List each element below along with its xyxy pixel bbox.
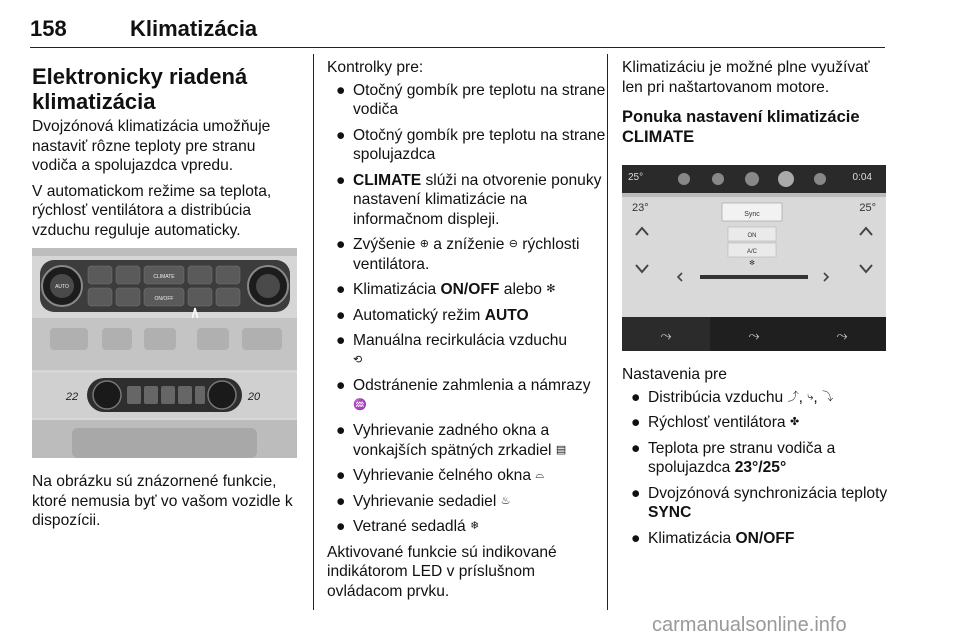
list-item: ● Zvýšenie ⊕ a zníženie ⊖ rýchlosti ventilátora. [336,236,580,273]
air-to-feet-icon: ⤵ [822,390,834,403]
air-distribution-2-icon: ⤳ [748,328,760,344]
screen-sync-button: Sync [744,211,760,218]
list-item: ● Otočný gombík pre teplotu na strane vodiča [336,81,606,118]
photo-auto-label: AUTO [55,284,69,290]
fan-icon: ✤ [789,416,800,429]
fan-increase-icon: ⊕ [419,238,429,251]
list-item: ● Odstránenie zahmlenia a námrazy ♒ [336,377,591,411]
seat-ventilation-icon: ❄ [470,520,480,533]
list-item: ● Vetrané sedadlá ❄ [336,518,480,535]
screen-fan-glyph: ✻ [749,260,755,267]
fan-decrease-icon: ⊖ [508,238,518,251]
fan-off-icon: ✻ [546,283,556,296]
section-heading: Elektronicky riadená klimatizácia [32,64,248,114]
list-item: ● Dvojzónová synchronizácia teploty SYNC [631,484,888,521]
air-to-windscreen-icon: ⤴ [787,390,799,403]
list-item: ● Vyhrievanie zadného okna a vonkajších spätných zrkadiel ▤ [336,422,567,459]
indicator-list [327,81,607,537]
screen-temp-right: 25° [859,202,876,214]
screen-on-button: ON [747,233,757,239]
settings-intro: Nastavenia pre [622,366,727,383]
climate-control-panel-photo [32,248,297,458]
recirculation-icon: ⟲ [353,353,363,366]
photo-onoff-label: ON/OFF [154,296,174,302]
screen-time: 0:04 [852,172,872,183]
list-item: ● Klimatizácia ON/OFF alebo ✻ [336,281,556,298]
air-distribution-1-icon: ⤳ [660,328,672,344]
fan-speed-slider [700,275,808,279]
climate-menu-heading: Ponuka nastavení klimatizácie CLIMATE [622,108,860,146]
air-distribution-3-icon: ⤳ [836,328,848,344]
list-item: ● Rýchlosť ventilátora ✤ [631,414,800,431]
auto-mode-paragraph: V automatickom režime sa teplota, rýchlosť ventilátora a distribúcia vzduchu reguluje automaticky. [32,182,272,239]
column-3 [622,58,892,554]
list-item: ● CLIMATE slúži na otvorenie ponuky nastavení klimatizácie na informačnom displeji. [336,171,602,228]
air-to-head-icon: ⤷ [807,390,814,403]
page-header [30,10,885,48]
screen-ac-button: A/C [746,249,758,255]
list-item: ● Automatický režim AUTO [336,306,529,324]
seat-heating-icon: ♨ [500,494,511,507]
column-divider-2 [607,54,608,610]
photo-climate-label: CLIMATE [153,274,175,280]
led-paragraph: Aktivované funkcie sú indikované indikátorom LED v príslušnom ovládacom prvku. [327,543,557,600]
chapter-title: Klimatizácia [130,16,258,41]
page-number: 158 [30,16,67,41]
rear-window-heating-icon: ▤ [555,443,567,456]
list-item: ● Klimatizácia ON/OFF [631,529,795,547]
list-item: ● Vyhrievanie sedadiel ♨ [336,492,511,510]
windscreen-heating-icon: ⌓ [535,469,545,482]
photo-caption: Na obrázku sú znázornené funkcie, ktoré nemusia byť vo vašom vozidle k dispozícii. [32,473,293,529]
column-2 [327,58,607,607]
settings-list [622,388,892,549]
photo-temp-right: 20 [247,391,261,403]
list-item: ● Vyhrievanie čelného okna ⌓ [336,467,545,484]
list-item: ● Otočný gombík pre teplotu na strane spolujazdca [336,126,606,163]
watermark: carmanualsonline.info [652,614,847,636]
list-item: ● Distribúcia vzduchu ⤴, ⤷, ⤵ [631,388,834,406]
header-rule [30,47,885,48]
defrost-icon: ♒ [353,398,367,411]
screen-outside-temp: 25° [628,172,644,183]
list-item: ● Manuálna recirkulácia vzduchu ⟲ [336,332,568,366]
intro-paragraph: Dvojzónová klimatizácia umožňuje nastaviť rôzne teploty pre stranu vodiča a spolujazdca vpredu. [32,118,271,174]
column-divider-1 [313,54,314,610]
engine-note: Klimatizáciu je možné plne využívať len pri naštartovanom motore. [622,59,870,96]
photo-temp-left: 22 [65,391,79,403]
column-1 [32,58,300,537]
indicators-intro: Kontrolky pre: [327,59,424,76]
climate-display-screenshot [622,165,886,351]
screen-temp-left: 23° [632,202,649,214]
list-item: ● Teplota pre stranu vodiča a spolujazdca 23°/25° [631,439,836,476]
